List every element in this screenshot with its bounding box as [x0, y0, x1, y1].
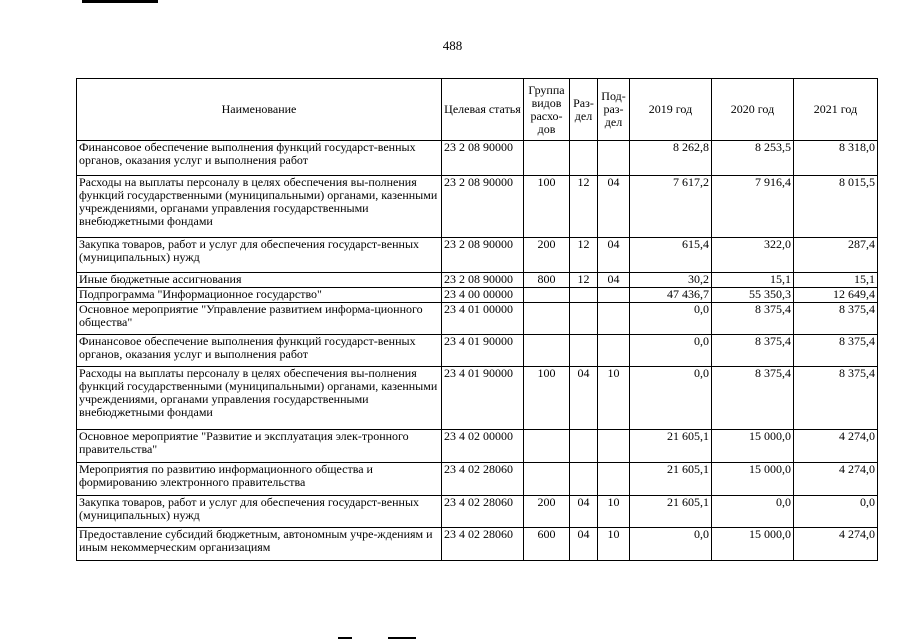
row-2020: 15 000,0: [712, 528, 794, 561]
header-row: [77, 79, 878, 141]
row-group: 800: [524, 273, 570, 288]
row-name: Основное мероприятие "Управление развитием информа-ционного общества": [77, 303, 442, 335]
row-2019: 21 605,1: [630, 430, 712, 463]
row-name: Расходы на выплаты персоналу в целях обеспечения вы-полнения функций государственными (муниципальными) органами, казенными учреждениями, органами управления государственными внебюджетными фондами: [77, 176, 442, 238]
header-2021: 2021 год: [794, 79, 878, 141]
row-2020: 55 350,3: [712, 288, 794, 303]
row-section: 12: [570, 176, 598, 238]
row-2021: 12 649,4: [794, 288, 878, 303]
row-section: 04: [570, 528, 598, 561]
row-target: 23 4 01 90000: [442, 335, 524, 367]
row-target: 23 4 02 28060: [442, 463, 524, 496]
row-section: 12: [570, 238, 598, 273]
row-2020: 8 375,4: [712, 335, 794, 367]
row-group: [524, 335, 570, 367]
table-row: [77, 141, 878, 176]
row-section: 04: [570, 367, 598, 430]
row-group: [524, 288, 570, 303]
row-name: Закупка товаров, работ и услуг для обеспечения государст-венных (муниципальных) нужд: [77, 496, 442, 528]
row-group: [524, 430, 570, 463]
row-2019: 0,0: [630, 367, 712, 430]
row-subsection: [598, 335, 630, 367]
row-name: Иные бюджетные ассигнования: [77, 273, 442, 288]
row-target: 23 2 08 90000: [442, 238, 524, 273]
bottom-scan-mark: [338, 637, 352, 639]
row-subsection: [598, 303, 630, 335]
bottom-scan-mark: [388, 637, 416, 639]
row-name: Финансовое обеспечение выполнения функций государст-венных органов, оказания услуг и выполнения работ: [77, 335, 442, 367]
row-2020: 7 916,4: [712, 176, 794, 238]
row-subsection: 10: [598, 496, 630, 528]
row-2019: 30,2: [630, 273, 712, 288]
top-scan-line: [82, 0, 158, 3]
table-row: [77, 528, 878, 561]
row-2019: 615,4: [630, 238, 712, 273]
row-2021: 8 375,4: [794, 367, 878, 430]
row-group: [524, 463, 570, 496]
table-row: [77, 288, 878, 303]
header-2020: 2020 год: [712, 79, 794, 141]
table-row: [77, 238, 878, 273]
row-2019: 47 436,7: [630, 288, 712, 303]
row-subsection: 04: [598, 273, 630, 288]
row-section: [570, 303, 598, 335]
row-subsection: [598, 463, 630, 496]
row-section: 04: [570, 496, 598, 528]
row-section: [570, 335, 598, 367]
row-2019: 21 605,1: [630, 496, 712, 528]
row-section: [570, 463, 598, 496]
row-2021: 8 318,0: [794, 141, 878, 176]
row-subsection: 10: [598, 528, 630, 561]
budget-table: [76, 78, 878, 561]
row-2020: 15,1: [712, 273, 794, 288]
header-target-article: Целевая статья: [442, 79, 524, 141]
row-group: [524, 141, 570, 176]
row-target: 23 2 08 90000: [442, 141, 524, 176]
table-row: [77, 367, 878, 430]
table-row: [77, 273, 878, 288]
row-2021: 287,4: [794, 238, 878, 273]
row-2021: 4 274,0: [794, 528, 878, 561]
row-2021: 8 375,4: [794, 303, 878, 335]
row-subsection: 04: [598, 176, 630, 238]
row-2019: 0,0: [630, 528, 712, 561]
row-subsection: 10: [598, 367, 630, 430]
row-subsection: 04: [598, 238, 630, 273]
row-section: [570, 288, 598, 303]
row-2021: 8 375,4: [794, 335, 878, 367]
row-2021: 0,0: [794, 496, 878, 528]
row-section: [570, 141, 598, 176]
row-target: 23 4 02 28060: [442, 496, 524, 528]
row-2020: 8 375,4: [712, 303, 794, 335]
row-2019: 8 262,8: [630, 141, 712, 176]
header-subsection: Под-раз-дел: [598, 79, 630, 141]
row-target: 23 4 02 28060: [442, 528, 524, 561]
row-target: 23 4 02 00000: [442, 430, 524, 463]
row-group: 600: [524, 528, 570, 561]
row-name: Основное мероприятие "Развитие и эксплуатация элек-тронного правительства": [77, 430, 442, 463]
row-subsection: [598, 430, 630, 463]
table-row: [77, 176, 878, 238]
row-2020: 8 253,5: [712, 141, 794, 176]
row-section: 12: [570, 273, 598, 288]
row-2019: 0,0: [630, 303, 712, 335]
row-2021: 15,1: [794, 273, 878, 288]
row-target: 23 2 08 90000: [442, 176, 524, 238]
header-2019: 2019 год: [630, 79, 712, 141]
row-name: Мероприятия по развитию информационного общества и формированию электронного правительства: [77, 463, 442, 496]
row-2020: 322,0: [712, 238, 794, 273]
header-name: Наименование: [77, 79, 442, 141]
row-2021: 4 274,0: [794, 430, 878, 463]
row-name: Предоставление субсидий бюджетным, автономным учре-ждениям и иным некоммерческим организациям: [77, 528, 442, 561]
row-2019: 0,0: [630, 335, 712, 367]
row-2020: 8 375,4: [712, 367, 794, 430]
row-subsection: [598, 288, 630, 303]
row-2020: 15 000,0: [712, 463, 794, 496]
row-subsection: [598, 141, 630, 176]
row-2019: 7 617,2: [630, 176, 712, 238]
row-name: Финансовое обеспечение выполнения функций государст-венных органов, оказания услуг и выполнения работ: [77, 141, 442, 176]
table-row: [77, 496, 878, 528]
row-name: Закупка товаров, работ и услуг для обеспечения государст-венных (муниципальных) нужд: [77, 238, 442, 273]
table-row: [77, 430, 878, 463]
row-target: 23 2 08 90000: [442, 273, 524, 288]
row-section: [570, 430, 598, 463]
table-row: [77, 303, 878, 335]
row-2021: 4 274,0: [794, 463, 878, 496]
table-row: [77, 335, 878, 367]
row-2020: 0,0: [712, 496, 794, 528]
row-2019: 21 605,1: [630, 463, 712, 496]
row-group: 200: [524, 496, 570, 528]
row-group: 100: [524, 367, 570, 430]
table-row: [77, 463, 878, 496]
row-target: 23 4 00 00000: [442, 288, 524, 303]
row-group: 200: [524, 238, 570, 273]
row-name: Расходы на выплаты персоналу в целях обеспечения вы-полнения функций государственными (муниципальными) органами, казенными учреждениями, органами управления государственными внебюджетными фондами: [77, 367, 442, 430]
row-target: 23 4 01 90000: [442, 367, 524, 430]
row-2021: 8 015,5: [794, 176, 878, 238]
row-2020: 15 000,0: [712, 430, 794, 463]
header-expense-group: Группа видов расхо-дов: [524, 79, 570, 141]
row-name: Подпрограмма "Информационное государство": [77, 288, 442, 303]
page-number: 488: [442, 38, 463, 53]
row-target: 23 4 01 00000: [442, 303, 524, 335]
row-group: [524, 303, 570, 335]
header-section: Раз-дел: [570, 79, 598, 141]
row-group: 100: [524, 176, 570, 238]
